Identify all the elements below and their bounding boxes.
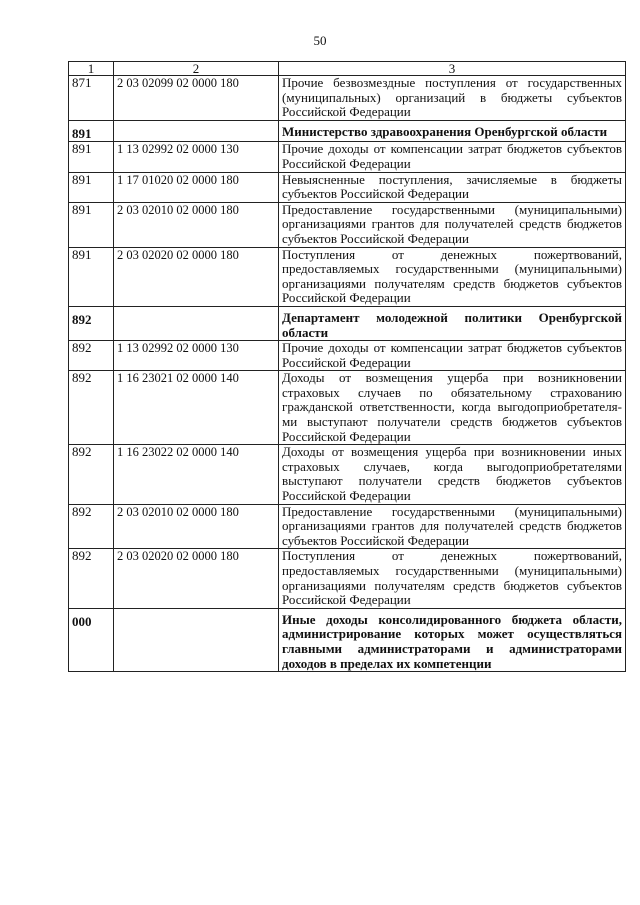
revenue-code-cell: 1 16 23022 02 0000 140 — [114, 445, 279, 504]
table-row — [69, 504, 626, 549]
admin-code-cell: 871 — [69, 76, 114, 121]
revenue-name-cell: Поступления от денежных пожертвований, предоставляемых государственными (муниципальными) организациями получателям средств бюджетов субъектов Российской Федерации — [279, 549, 626, 608]
revenue-code-cell: 1 16 23021 02 0000 140 — [114, 371, 279, 445]
revenue-code-cell: 2 03 02010 02 0000 180 — [114, 504, 279, 549]
revenue-name-cell: Предоставление государственными (муниципальными) организациями грантов для получателей средств бюджетов субъектов Российской Федерации — [279, 202, 626, 247]
table-row — [69, 172, 626, 202]
revenue-code-cell: 2 03 02020 02 0000 180 — [114, 549, 279, 608]
table-header-row — [69, 62, 626, 76]
revenue-code-cell: 2 03 02020 02 0000 180 — [114, 247, 279, 306]
admin-code-cell: 892 — [69, 306, 114, 340]
table-row — [69, 371, 626, 445]
table-row — [69, 120, 626, 142]
revenue-name-cell: Поступления от денежных пожертвований, предоставляемых государственными (муниципальными) организациями получателям средств бюджетов субъектов Российской Федерации — [279, 247, 626, 306]
table-row — [69, 341, 626, 371]
table-body — [69, 76, 626, 672]
revenue-administrators-table — [68, 61, 626, 672]
admin-code-cell: 892 — [69, 445, 114, 504]
revenue-name-cell: Иные доходы консолидированного бюджета области, администрирование которых может осуществляться главными администраторами и администраторами доходов в пределах их компетенции — [279, 608, 626, 671]
column-header-1: 1 — [69, 62, 114, 76]
page-number: 50 — [313, 33, 327, 48]
table-row — [69, 142, 626, 172]
table-row — [69, 549, 626, 608]
table-row — [69, 247, 626, 306]
admin-code-cell: 891 — [69, 247, 114, 306]
revenue-code-cell — [114, 306, 279, 340]
revenue-name-cell: Предоставление государственными (муниципальными) организациями грантов для получателей средств бюджетов субъектов Российской Федерации — [279, 504, 626, 549]
revenue-name-cell: Департамент молодежной политики Оренбургской области — [279, 306, 626, 340]
admin-code-cell: 892 — [69, 341, 114, 371]
revenue-code-cell: 1 17 01020 02 0000 180 — [114, 172, 279, 202]
table-row — [69, 202, 626, 247]
revenue-name-cell: Прочие безвозмездные поступления от государственных (муниципальных) организаций в бюджеты субъектов Российской Федерации — [279, 76, 626, 121]
revenue-name-cell: Прочие доходы от компенсации затрат бюджетов субъектов Российской Федерации — [279, 142, 626, 172]
revenue-name-cell: Прочие доходы от компенсации затрат бюджетов субъектов Российской Федерации — [279, 341, 626, 371]
revenue-code-cell — [114, 120, 279, 142]
admin-code-cell: 892 — [69, 371, 114, 445]
revenue-code-cell: 1 13 02992 02 0000 130 — [114, 341, 279, 371]
admin-code-cell: 892 — [69, 504, 114, 549]
revenue-name-cell: Министерство здравоохранения Оренбургской области — [279, 120, 626, 142]
revenue-code-cell: 2 03 02010 02 0000 180 — [114, 202, 279, 247]
revenue-name-cell: Невыясненные поступления, зачисляемые в бюджеты субъектов Российской Федерации — [279, 172, 626, 202]
table-row — [69, 445, 626, 504]
table-row — [69, 76, 626, 121]
revenue-code-cell: 1 13 02992 02 0000 130 — [114, 142, 279, 172]
revenue-code-cell: 2 03 02099 02 0000 180 — [114, 76, 279, 121]
admin-code-cell: 891 — [69, 202, 114, 247]
table-row — [69, 608, 626, 671]
admin-code-cell: 891 — [69, 120, 114, 142]
revenue-code-cell — [114, 608, 279, 671]
revenue-name-cell: Доходы от возмещения ущерба при возникновении страховых случаев по обязательному страхованию гражданской ответственности, когда выгодоприобретателя-ми выступают получатели средств бюджетов субъектов Российской Федерации — [279, 371, 626, 445]
admin-code-cell: 891 — [69, 142, 114, 172]
column-header-3: 3 — [279, 62, 626, 76]
admin-code-cell: 891 — [69, 172, 114, 202]
admin-code-cell: 892 — [69, 549, 114, 608]
table-row — [69, 306, 626, 340]
admin-code-cell: 000 — [69, 608, 114, 671]
revenue-name-cell: Доходы от возмещения ущерба при возникновении иных страховых случаев, когда выгодоприобретателями выступают получатели средств бюджетов субъектов Российской Федерации — [279, 445, 626, 504]
column-header-2: 2 — [114, 62, 279, 76]
